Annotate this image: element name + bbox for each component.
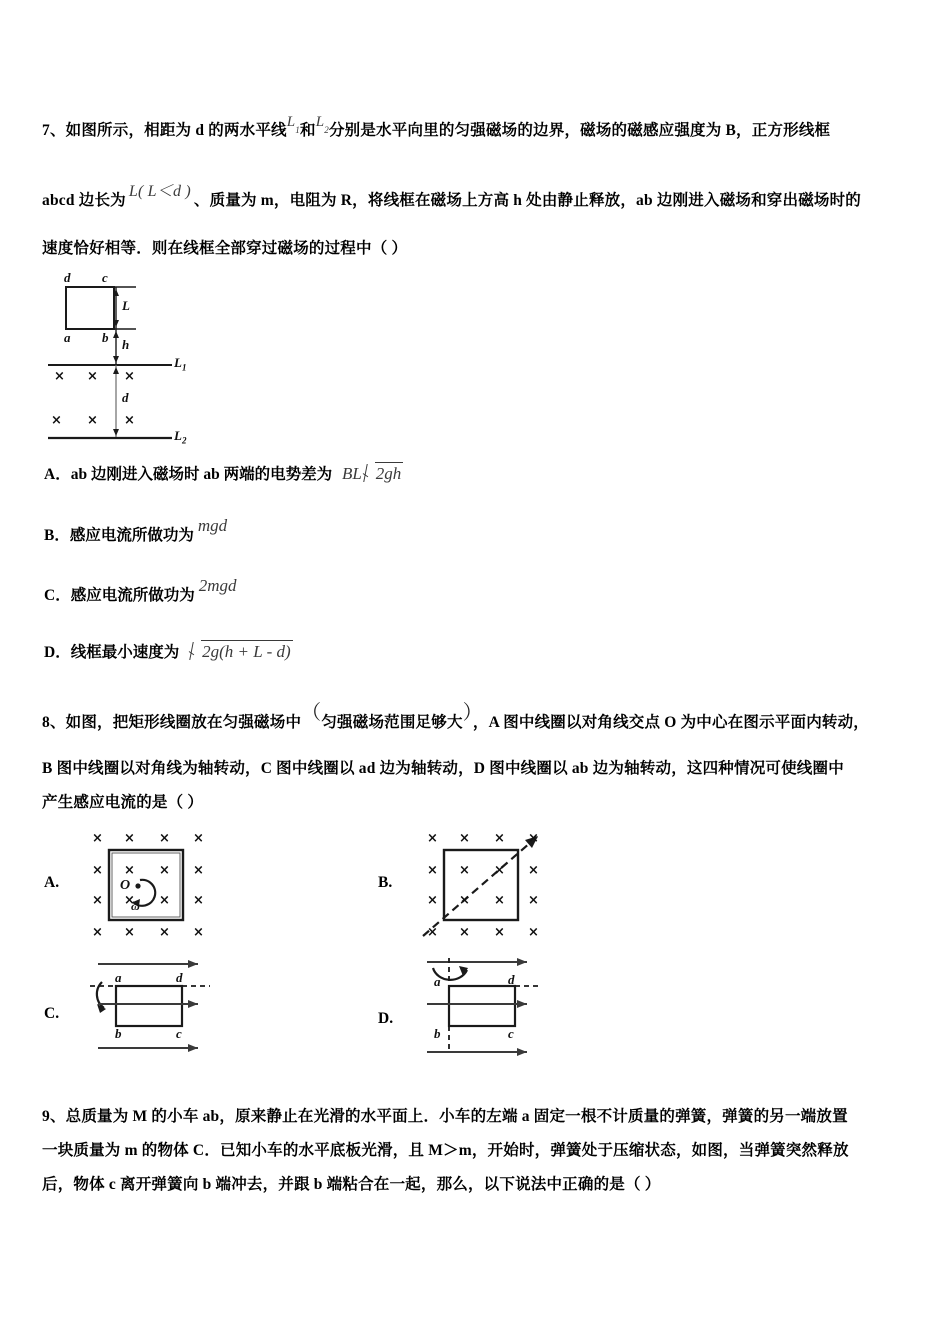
field-cross: × (494, 893, 505, 908)
field-cross: × (159, 831, 170, 846)
q7-figure-svg (44, 262, 244, 452)
loop-label-b: b (102, 330, 109, 345)
field-cross: × (528, 863, 539, 878)
coil-label-a: a (115, 970, 122, 985)
center-dot-O (135, 883, 140, 888)
option-A-letter: A． (44, 466, 71, 483)
field-cross: × (92, 863, 103, 878)
option-D-letter: D． (44, 644, 71, 661)
question-7-line-2 (42, 180, 861, 222)
boundary-label-L2: $L_2$ (174, 428, 187, 446)
q8-figure-D (405, 952, 615, 1067)
option-D-radical: 2g(h + L - d) (188, 640, 293, 662)
q8-figure-A (70, 826, 270, 946)
option-A-text: ab 边刚进入磁场时 ab 两端的电势差为 (70, 466, 333, 483)
loop-label-a: a (64, 330, 71, 345)
question-7-line-1 (42, 110, 830, 157)
field-cross: × (459, 925, 470, 940)
field-cross: × (159, 893, 170, 908)
field-cross: × (51, 413, 62, 428)
coil-label-d: d (508, 972, 515, 987)
omega-label: ω (131, 899, 140, 913)
field-cross: × (124, 369, 135, 384)
q8-figure-C-letter: C. (44, 1005, 60, 1022)
q7-inline-math-L2: $L_2$ (315, 114, 329, 135)
question-8-line-1 (42, 700, 869, 744)
field-cross: × (494, 863, 505, 878)
question-7-option-A[interactable] (44, 462, 403, 484)
q8-figure-B-letter: B. (378, 874, 393, 891)
dimension-label-L: L (122, 298, 130, 313)
field-cross: × (124, 413, 135, 428)
question-9-line-1: 9、总质量为 M 的小车 ab，原来静止在光滑的水平面上．小车的左端 a 固定一根不计质量的弹簧，弹簧的另一端放置 (42, 1108, 848, 1125)
coil-label-c: c (176, 1026, 182, 1041)
dimension-label-h: h (122, 337, 130, 352)
option-A-radical: 2gh (362, 462, 404, 484)
option-D-text: 线框最小速度为 (70, 644, 180, 661)
coil-label-d: d (176, 970, 183, 985)
field-cross: × (494, 925, 505, 940)
q7-line1-text-c: 分别是水平向里的匀强磁场的边界，磁场的磁感应强度为 B，正方形线框 (328, 122, 831, 139)
q8-figC-svg (70, 952, 280, 1057)
field-cross: × (92, 893, 103, 908)
field-cross: × (427, 925, 438, 940)
q7-inline-math-side-length: L( L＜d ) (128, 183, 191, 200)
field-cross: × (159, 925, 170, 940)
field-cross: × (459, 831, 470, 846)
field-cross: × (459, 893, 470, 908)
q8-line1-text-a: 8、如图，把矩形线圈放在匀强磁场中 (42, 714, 302, 731)
center-label-O: O (120, 878, 131, 893)
option-C-letter: C． (44, 587, 71, 604)
q8-line1-text-b: 匀强磁场范围足够大 (321, 714, 463, 731)
q7-line1-text-a: 7、如图所示，相距为 d 的两水平线 (42, 122, 287, 139)
field-cross: × (92, 925, 103, 940)
question-7-option-B[interactable] (44, 516, 228, 545)
q8-figure-A-letter: A. (44, 874, 60, 891)
field-cross: × (193, 893, 204, 908)
question-7-option-C[interactable] (44, 576, 237, 605)
field-cross: × (124, 893, 135, 908)
field-cross: × (87, 369, 98, 384)
field-cross: × (87, 413, 98, 428)
q8-paren-open: （ (301, 702, 322, 724)
loop-abcd (66, 287, 114, 329)
question-7-line-3: 速度恰好相等．则在线框全部穿过磁场的过程中（ ） (42, 240, 408, 257)
question-9-line-3: 后，物体 c 离开弹簧向 b 端冲去，并跟 b 端粘合在一起，那么，以下说法中正确的是（ ） (42, 1176, 661, 1193)
option-A-formula-prefix: BL (341, 464, 362, 483)
option-C-formula: 2mgd (198, 576, 237, 595)
option-C-text: 感应电流所做功为 (70, 587, 195, 604)
field-cross: × (427, 893, 438, 908)
q8-figure-D-letter: D. (378, 1010, 394, 1027)
q8-paren-close: ） (462, 702, 473, 724)
question-8-line-3: 产生感应电流的是（ ） (42, 794, 204, 811)
field-cross: × (193, 925, 204, 940)
question-9-line-2: 一块质量为 m 的物体 C．已知小车的水平底板光滑，且 M＞m，开始时，弹簧处于压缩状态，如图，当弹簧突然释放 (42, 1142, 849, 1159)
q7-line1-text-b: 和 (299, 122, 316, 139)
q7-line2-text-a: abcd 边长为 (42, 192, 126, 209)
field-cross: × (459, 863, 470, 878)
option-B-text: 感应电流所做功为 (69, 527, 194, 544)
field-cross: × (528, 893, 539, 908)
field-cross: × (124, 831, 135, 846)
q7-line2-text-b: 、质量为 m，电阻为 R，将线框在磁场上方高 h 处由静止释放，ab 边刚进入磁场和穿出磁场时的 (193, 192, 861, 209)
question-8-line-2: B 图中线圈以对角线为轴转动，C 图中线圈以 ad 边为轴转动，D 图中线圈以 ab 边为轴转动，这四种情况可使线圈中 (42, 760, 844, 777)
coil-rect-C (116, 986, 182, 1026)
field-cross: × (92, 831, 103, 846)
loop-label-c: c (102, 270, 108, 285)
coil-rect-D (449, 986, 515, 1026)
field-cross: × (528, 925, 539, 940)
field-cross: × (427, 831, 438, 846)
q8-line1-text-c: ，A 图中线圈以对角线交点 O 为中心在图示平面内转动， (472, 714, 869, 731)
field-cross: × (427, 863, 438, 878)
field-cross: × (193, 863, 204, 878)
field-cross: × (494, 831, 505, 846)
boundary-label-L1: $L_1$ (174, 355, 187, 373)
coil-label-b: b (115, 1026, 122, 1041)
option-B-letter: B． (44, 527, 70, 544)
field-cross: × (159, 863, 170, 878)
field-cross: × (124, 863, 135, 878)
q7-inline-math-L1: $L_1$ (286, 114, 300, 135)
coil-label-a: a (434, 974, 441, 989)
question-7-figure (44, 262, 244, 452)
field-cross: × (54, 369, 65, 384)
coil-label-b: b (434, 1026, 441, 1041)
q8-figure-C (70, 952, 280, 1057)
field-cross: × (528, 831, 539, 846)
field-cross: × (124, 925, 135, 940)
q8-figure-B (405, 826, 605, 946)
option-B-formula: mgd (197, 516, 228, 535)
question-7-option-D[interactable] (44, 640, 293, 662)
field-cross: × (193, 831, 204, 846)
coil-label-c: c (508, 1026, 514, 1041)
loop-label-d: d (64, 270, 71, 285)
dimension-label-d: d (122, 390, 129, 405)
q8-figD-svg (405, 952, 615, 1067)
